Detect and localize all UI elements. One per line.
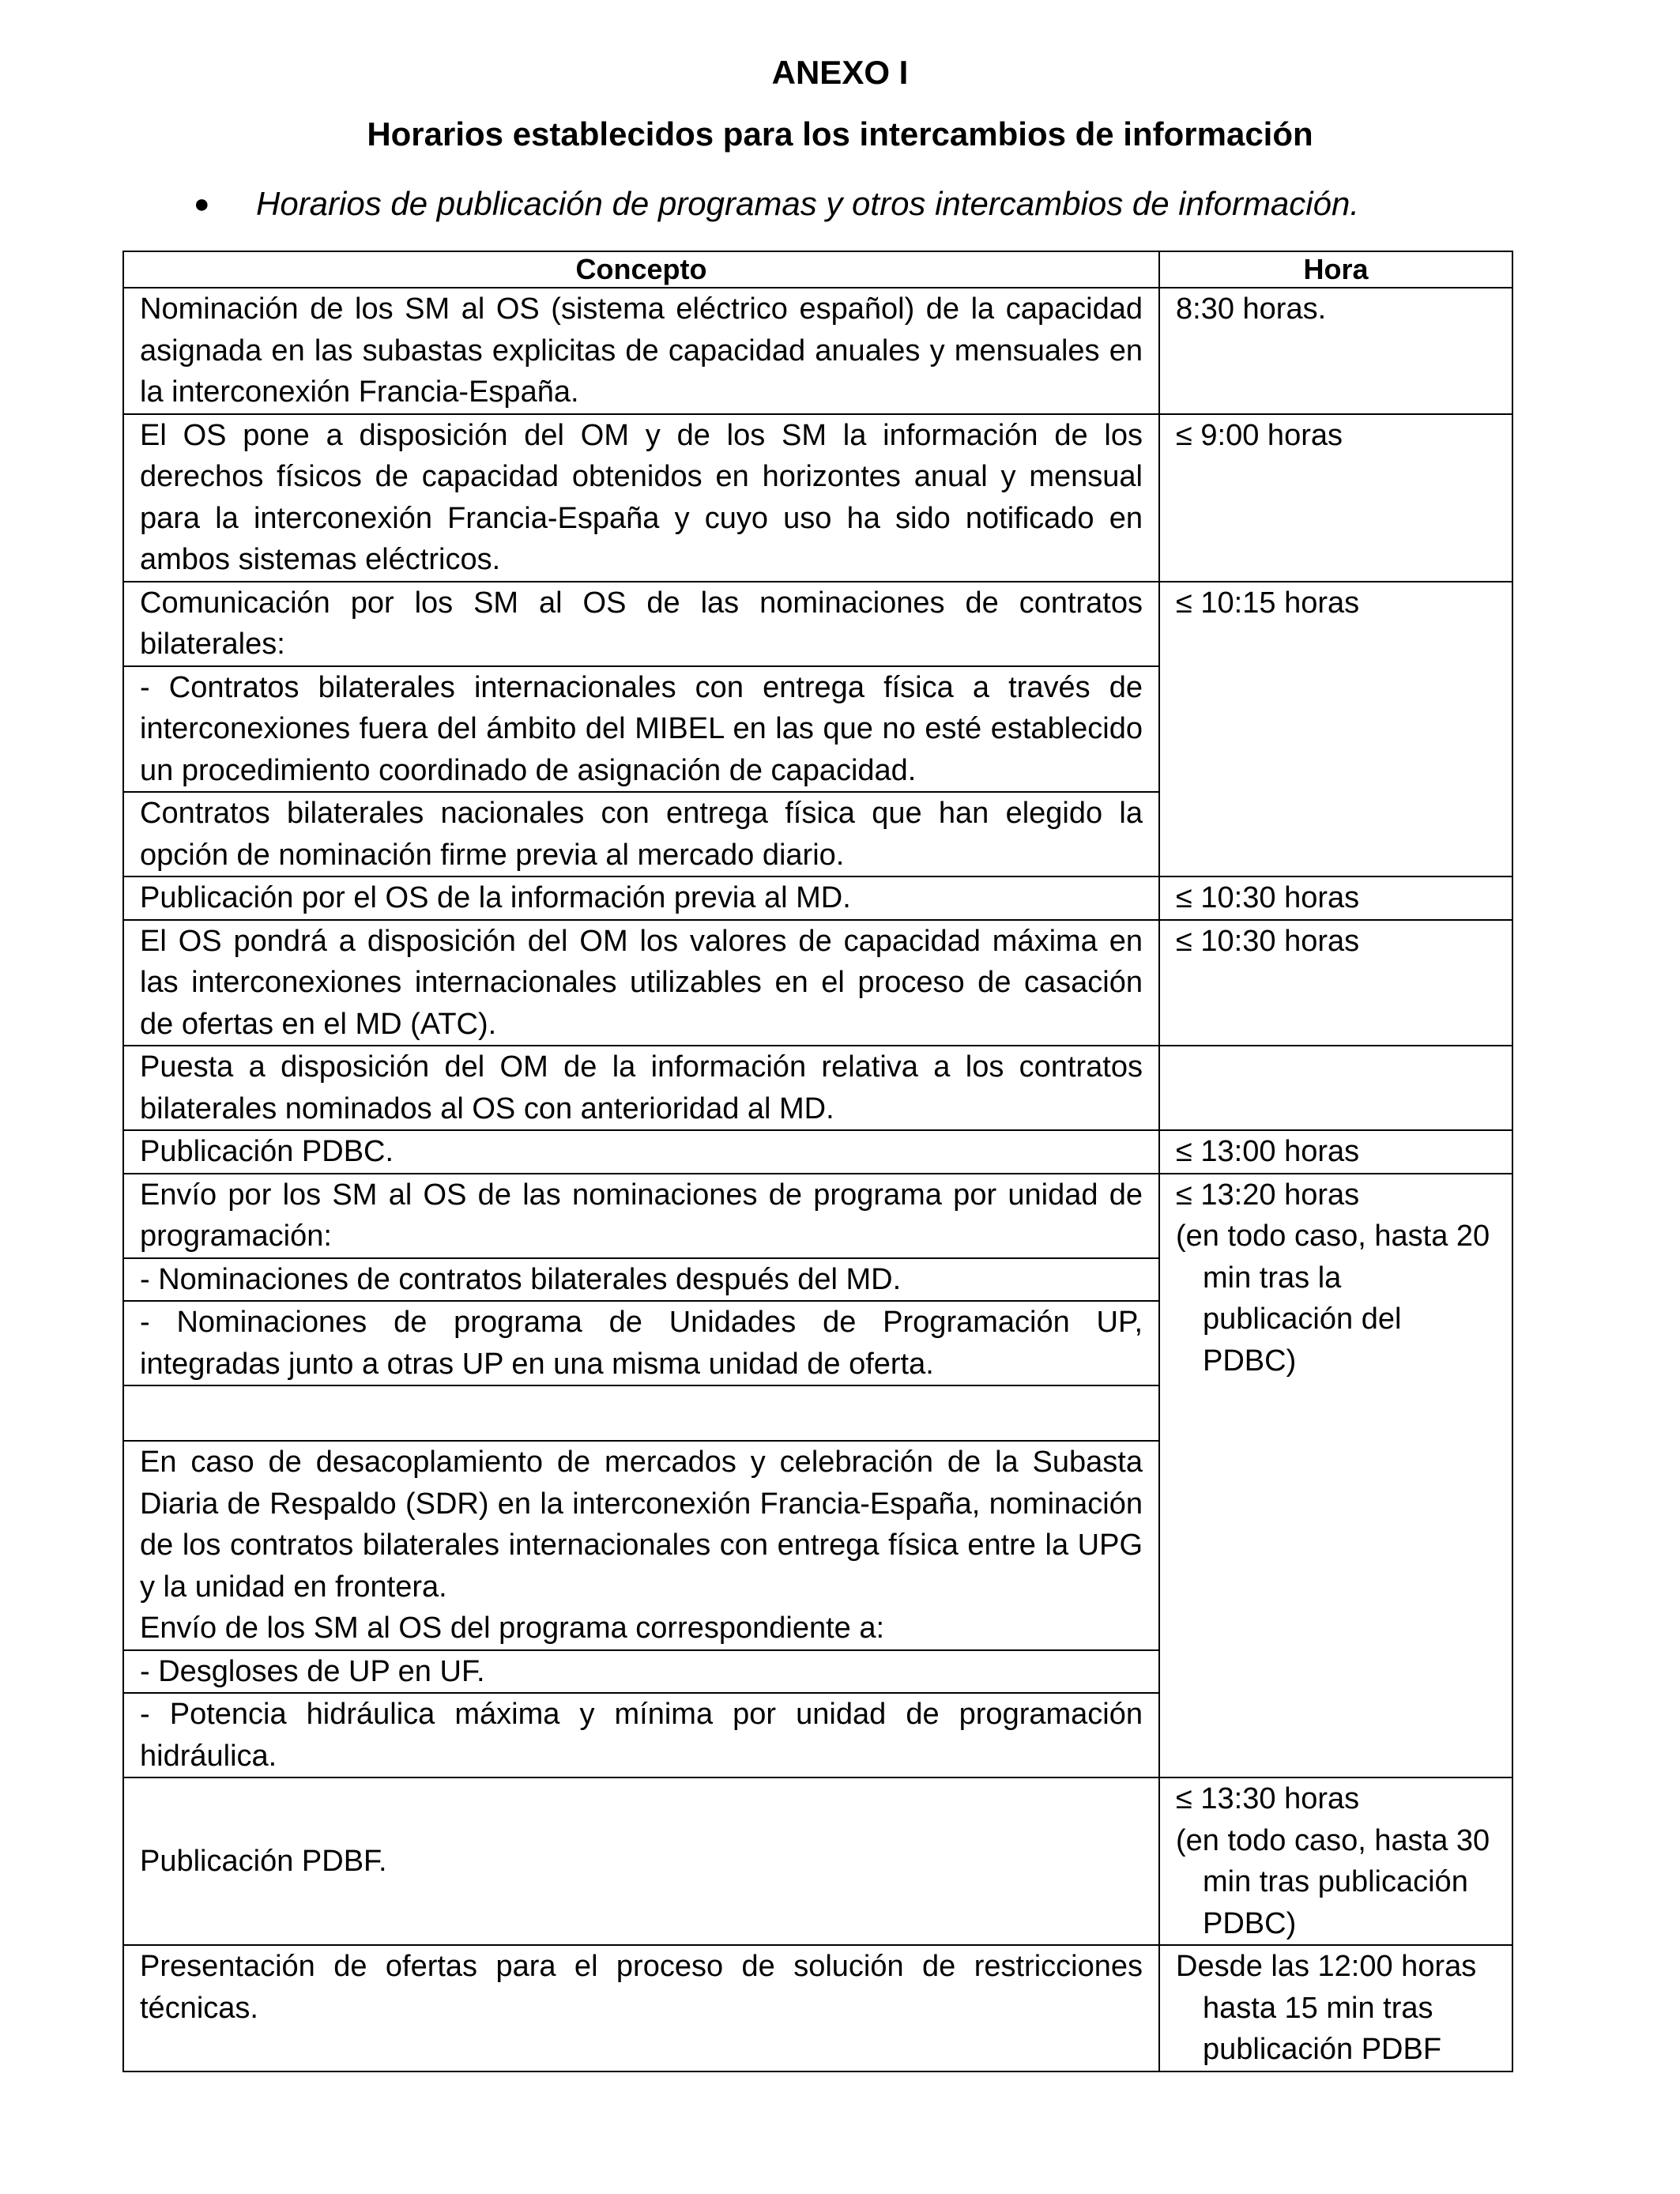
- hora-cell-empty: [1159, 1046, 1512, 1130]
- hora-value: ≤ 13:30 horas: [1176, 1782, 1360, 1815]
- bullet-icon: ●: [194, 189, 210, 219]
- concepto-cell: Nominación de los SM al OS (sistema eléctrico español) de la capacidad asignada en las subastas explicitas de capacidad anuales y mensuales en la interconexión Francia-España.: [123, 288, 1159, 414]
- concepto-cell: Publicación PDBF.: [123, 1777, 1159, 1945]
- concepto-cell: - Desgloses de UP en UF.: [123, 1650, 1159, 1694]
- header-concepto: Concepto: [123, 251, 1159, 288]
- header-hora: Hora: [1159, 251, 1512, 288]
- concepto-cell: El OS pondrá a disposición del OM los valores de capacidad máxima en las interconexiones internacionales utilizables en el proceso de casación de ofertas en el MD (ATC).: [123, 920, 1159, 1046]
- table-row: [123, 920, 1512, 1046]
- table-row: [123, 876, 1512, 920]
- hora-value: Desde las 12:00 horas hasta 15 min tras publicación PDBF: [1176, 1950, 1477, 2066]
- hora-cell: [1159, 1174, 1512, 1778]
- hora-cell: ≤ 10:15 horas: [1159, 582, 1512, 877]
- hora-cell: ≤ 9:00 horas: [1159, 414, 1512, 582]
- section-title: Horarios establecidos para los intercambios de información: [367, 115, 1313, 153]
- concepto-cell: - Nominaciones de programa de Unidades de Programación UP, integradas junto a otras UP en una misma unidad de oferta.: [123, 1301, 1159, 1385]
- table-row: [123, 1174, 1512, 1258]
- table-row: [123, 1046, 1512, 1130]
- table-row: [123, 1945, 1512, 2071]
- table-row: [123, 414, 1512, 582]
- concepto-cell: Comunicación por los SM al OS de las nominaciones de contratos bilaterales:: [123, 582, 1159, 666]
- hora-value: ≤ 13:20 horas: [1176, 1178, 1360, 1212]
- concepto-cell: [123, 1441, 1159, 1650]
- concepto-cell: Publicación por el OS de la información previa al MD.: [123, 876, 1159, 920]
- hora-cell: ≤ 13:00 horas: [1159, 1130, 1512, 1174]
- table-header-row: [123, 251, 1512, 288]
- concepto-cell: Contratos bilaterales nacionales con entrega física que han elegido la opción de nominación firme previa al mercado diario.: [123, 792, 1159, 876]
- concepto-extra-text: Envío de los SM al OS del programa correspondiente a:: [140, 1612, 885, 1645]
- hora-cell: [1159, 1945, 1512, 2071]
- concepto-cell: Presentación de ofertas para el proceso de solución de restricciones técnicas.: [123, 1945, 1159, 2071]
- hora-cell: [1159, 1777, 1512, 1945]
- concepto-cell: Publicación PDBC.: [123, 1130, 1159, 1174]
- concepto-cell: - Nominaciones de contratos bilaterales después del MD.: [123, 1258, 1159, 1302]
- hora-note: (en todo caso, hasta 30 min tras publicación PDBC): [1176, 1823, 1490, 1940]
- table-row: [123, 1130, 1512, 1174]
- table-row: [123, 582, 1512, 666]
- table-row: [123, 288, 1512, 414]
- concepto-cell-empty: [123, 1385, 1159, 1441]
- hora-cell: ≤ 10:30 horas: [1159, 876, 1512, 920]
- schedule-table: [122, 251, 1513, 2072]
- concepto-cell: - Contratos bilaterales internacionales con entrega física a través de interconexiones fuera del ámbito del MIBEL en las que no esté establecido un procedimiento coordinado de asignación de capacidad.: [123, 666, 1159, 793]
- concepto-text: En caso de desacoplamiento de mercados y celebración de la Subasta Diaria de Respaldo (SDR) en la interconexión Francia-España, nominación de los contratos bilaterales internacionales con entrega física entre la UPG y la unidad en frontera.: [140, 1446, 1143, 1604]
- table-row: [123, 1777, 1512, 1945]
- hora-note: (en todo caso, hasta 20 min tras la publicación del PDBC): [1176, 1220, 1490, 1378]
- concepto-cell: Envío por los SM al OS de las nominaciones de programa por unidad de programación:: [123, 1174, 1159, 1258]
- annex-title: ANEXO I: [771, 54, 909, 91]
- hora-cell: ≤ 10:30 horas: [1159, 920, 1512, 1046]
- concepto-cell: Puesta a disposición del OM de la información relativa a los contratos bilaterales nominados al OS con anterioridad al MD.: [123, 1046, 1159, 1130]
- hora-cell: 8:30 horas.: [1159, 288, 1512, 414]
- bullet-text: Horarios de publicación de programas y otros intercambios de información.: [256, 185, 1360, 222]
- concepto-cell: - Potencia hidráulica máxima y mínima por unidad de programación hidráulica.: [123, 1693, 1159, 1777]
- concepto-cell: El OS pone a disposición del OM y de los SM la información de los derechos físicos de capacidad obtenidos en horizontes anual y mensual para la interconexión Francia-España y cuyo uso ha sido notificado en ambos sistemas eléctricos.: [123, 414, 1159, 582]
